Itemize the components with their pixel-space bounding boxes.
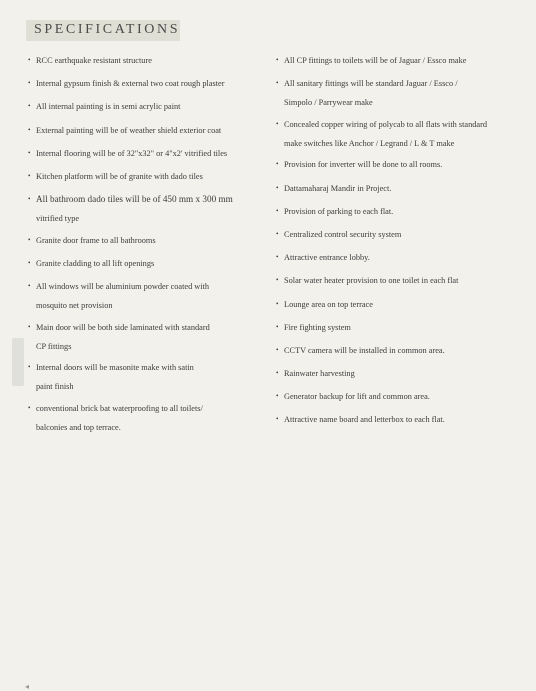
bullet-icon: • bbox=[276, 183, 279, 192]
spec-item: • Internal gypsum finish & external two coat rough plaster bbox=[28, 79, 225, 89]
spec-item: • All CP fittings to toilets will be of Jaguar / Essco make bbox=[276, 56, 467, 65]
bullet-icon: • bbox=[276, 206, 279, 215]
bullet-icon: • bbox=[28, 258, 31, 267]
bullet-icon: • bbox=[276, 160, 279, 169]
left-column bbox=[28, 55, 268, 433]
bullet-icon: • bbox=[28, 125, 31, 134]
spec-item: • Provision of parking to each flat. bbox=[276, 206, 394, 216]
bullet-icon: • bbox=[276, 276, 279, 285]
bullet-icon: • bbox=[276, 392, 279, 401]
spec-item: • Kitchen platform will be of granite with dado tiles bbox=[28, 171, 203, 181]
spec-item: • Generator backup for lift and common area. bbox=[276, 392, 430, 402]
left-spec-list bbox=[28, 55, 268, 433]
spec-item: • Concealed copper wiring of polycab to all flats with standard make switches like Anchor / Legrand / L & T make bbox=[276, 119, 487, 148]
spec-item: • Dattamaharaj Mandir in Project. bbox=[276, 183, 392, 193]
bullet-icon: • bbox=[276, 119, 279, 128]
spec-item: • Provision for inverter will be done to all rooms. bbox=[276, 160, 443, 170]
spec-item: • All windows will be aluminium powder coated with mosquito net provision bbox=[28, 282, 210, 311]
spec-item: • All bathroom dado tiles will be of 450 mm x 300 mm vitrified type bbox=[28, 194, 233, 224]
title-banner bbox=[26, 20, 180, 41]
spec-item: • Internal flooring will be of 32"x32" or 4"x2' vitrified tiles bbox=[28, 148, 228, 158]
bullet-icon: • bbox=[276, 415, 279, 424]
spec-item: • Fire fighting system bbox=[276, 322, 351, 332]
spec-item: • Solar water heater provision to one toilet in each flat bbox=[276, 276, 459, 286]
spec-item: • External painting will be of weather shield exterior coat bbox=[28, 125, 222, 135]
spec-item: • Rainwater harvesting bbox=[276, 369, 355, 379]
bullet-icon: • bbox=[276, 345, 279, 354]
bullet-icon: • bbox=[28, 171, 31, 180]
bullet-icon: • bbox=[28, 363, 31, 372]
spec-item: • Granite door frame to all bathrooms bbox=[28, 235, 156, 245]
spec-item: • Lounge area on top terrace bbox=[276, 299, 373, 309]
spec-item: • RCC earthquake resistant structure bbox=[28, 56, 152, 65]
scroll-handle[interactable] bbox=[12, 338, 30, 691]
spec-item: • All sanitary fittings will be standard Jaguar / Essco / Simpolo / Parrywear make bbox=[276, 79, 458, 108]
bullet-icon: • bbox=[28, 79, 31, 88]
bullet-icon: • bbox=[28, 195, 31, 204]
bullet-icon: • bbox=[276, 79, 279, 88]
right-column bbox=[276, 55, 526, 425]
bullet-icon: • bbox=[276, 56, 279, 64]
bullet-icon: • bbox=[28, 282, 31, 291]
bullet-icon: • bbox=[28, 322, 31, 331]
bullet-icon: • bbox=[28, 235, 31, 244]
page-title: SPECIFICATIONS bbox=[34, 22, 181, 37]
spec-item: • Attractive entrance lobby. bbox=[276, 253, 370, 263]
spec-item: • All internal painting is in semi acrylic paint bbox=[28, 102, 181, 112]
bullet-icon: • bbox=[276, 322, 279, 331]
spec-item: • Centralized control security system bbox=[276, 229, 402, 239]
bullet-icon: • bbox=[28, 56, 31, 64]
bullet-icon: • bbox=[28, 148, 31, 157]
spec-item: • Attractive name board and letterbox to each flat. bbox=[276, 415, 445, 425]
bullet-icon: • bbox=[276, 253, 279, 262]
spec-item: • Main door will be both side laminated with standard CP fittings bbox=[28, 322, 210, 351]
bullet-icon: • bbox=[276, 299, 279, 308]
spec-item: • Granite cladding to all lift openings bbox=[28, 258, 155, 268]
spec-item: • Internal doors will be masonite make with satin paint finish bbox=[28, 363, 194, 392]
bullet-icon: • bbox=[28, 102, 31, 111]
spec-item: • conventional brick bat waterproofing to all toilets/ balconies and top terrace. bbox=[28, 403, 203, 432]
right-spec-list bbox=[276, 55, 526, 425]
bullet-icon: • bbox=[276, 229, 279, 238]
bullet-icon: • bbox=[276, 369, 279, 378]
arrow-left-icon: ◂ bbox=[25, 682, 30, 691]
bullet-icon: • bbox=[28, 403, 31, 412]
spec-item: • CCTV camera will be installed in common area. bbox=[276, 345, 445, 355]
